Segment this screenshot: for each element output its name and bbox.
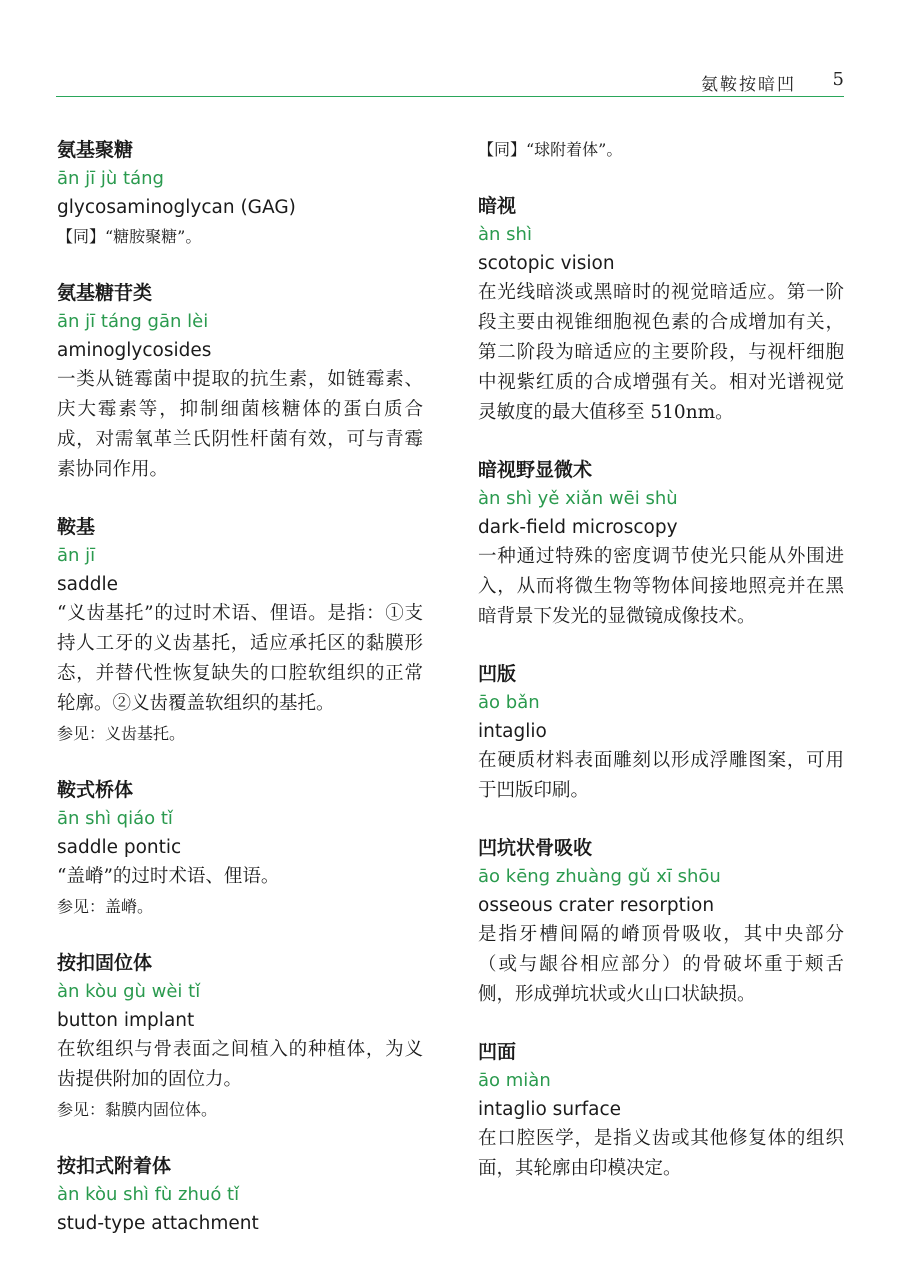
continued-note: 【同】“球附着体”。 (478, 140, 623, 159)
entry-pinyin: àn kòu gù wèi tǐ (57, 981, 201, 1002)
page-header (56, 66, 844, 97)
entry (478, 456, 844, 632)
entry-term: 氨基糖苷类 (57, 282, 153, 304)
entry-note: 【同】“糖胺聚糖”。 (57, 227, 202, 246)
entry (478, 660, 844, 806)
entry-english: dark-field microscopy (478, 517, 678, 538)
entry-definition: “义齿基托”的过时术语、俚语。是指：①支持人工牙的义齿基托，适应承托区的黏膜形态，并替代性恢复缺失的口腔软组织的正常轮廓。②义齿覆盖软组织的基托。 (57, 603, 423, 714)
entry-definition: “盖嵴”的过时术语、俚语。 (57, 866, 280, 887)
entry (478, 834, 844, 1010)
entry-pinyin: ān shì qiáo tǐ (57, 808, 173, 829)
entry-pinyin: àn kòu shì fù zhuó tǐ (57, 1184, 240, 1205)
entry-english: saddle pontic (57, 837, 182, 858)
entry-note: 参见：盖嵴。 (57, 897, 154, 916)
entry-term: 暗视野显微术 (478, 459, 593, 481)
entry-pinyin: ān jī (57, 545, 96, 566)
entry-note: 参见：黏膜内固位体。 (57, 1100, 218, 1119)
entry-english: saddle (57, 574, 118, 595)
entry-term: 凹面 (478, 1041, 517, 1063)
entry-term: 按扣固位体 (57, 952, 153, 974)
entry (57, 949, 423, 1124)
entry-english: scotopic vision (478, 253, 615, 274)
header-keywords: 氨鞍按暗凹 (701, 75, 796, 95)
right-column (478, 136, 844, 1212)
entry-english: intaglio (478, 721, 547, 742)
entry-definition: 一类从链霉菌中提取的抗生素，如链霉素、庆大霉素等，抑制细菌核糖体的蛋白质合成，对需氧革兰氏阴性杆菌有效，可与青霉素协同作用。 (57, 369, 423, 480)
entry-term: 鞍基 (57, 516, 96, 538)
entry-pinyin: àn shì yě xiǎn wēi shù (478, 488, 678, 509)
entry-pinyin: āo kēng zhuàng gǔ xī shōu (478, 866, 721, 887)
entry-english: stud-type attachment (57, 1213, 259, 1234)
entry-english: aminoglycosides (57, 340, 212, 361)
entry (57, 776, 423, 921)
entry-term: 凹版 (478, 663, 517, 685)
entry-definition: 在软组织与骨表面之间植入的种植体，为义齿提供附加的固位力。 (57, 1039, 423, 1090)
page-number: 5 (832, 69, 844, 90)
entry-english: intaglio surface (478, 1099, 622, 1120)
entry-term: 氨基聚糖 (57, 139, 134, 161)
entry-pinyin: āo miàn (478, 1070, 551, 1091)
entry-term: 鞍式桥体 (57, 779, 134, 801)
entry (478, 192, 844, 428)
entry-definition: 在硬质材料表面雕刻以形成浮雕图案，可用于凹版印刷。 (478, 750, 844, 801)
entry-pinyin: āo bǎn (478, 692, 540, 713)
entry-pinyin: ān jī jù táng (57, 168, 164, 189)
entry-definition: 一种通过特殊的密度调节使光只能从外围进入，从而将微生物等物体间接地照亮并在黑暗背景下发光的显微镜成像技术。 (478, 546, 844, 627)
left-column (57, 136, 423, 1266)
entry-english: osseous crater resorption (478, 895, 715, 916)
entry-term: 按扣式附着体 (57, 1155, 172, 1177)
entry (57, 136, 423, 251)
entry (57, 513, 423, 748)
entry-english: button implant (57, 1010, 195, 1031)
entry-pinyin: àn shì (478, 224, 532, 245)
entry (57, 1152, 423, 1238)
entry (478, 1038, 844, 1184)
entry-note: 参见：义齿基托。 (57, 724, 186, 743)
entry-english: glycosaminoglycan (GAG) (57, 197, 296, 218)
entry-definition: 在口腔医学，是指义齿或其他修复体的组织面，其轮廓由印模决定。 (478, 1128, 844, 1179)
entry-definition: 在光线暗淡或黑暗时的视觉暗适应。第一阶段主要由视锥细胞视色素的合成增加有关，第二阶段为暗适应的主要阶段，与视杆细胞中视紫红质的合成增强有关。相对光谱视觉灵敏度的最大值移至 510nm。 (478, 282, 844, 423)
entry-term: 暗视 (478, 195, 517, 217)
entry-pinyin: ān jī táng gān lèi (57, 311, 209, 332)
entry (57, 279, 423, 485)
entry-term: 凹坑状骨吸收 (478, 837, 593, 859)
entry-definition: 是指牙槽间隔的嵴顶骨吸收，其中央部分（或与龈谷相应部分）的骨破坏重于颊舌侧，形成弹坑状或火山口状缺损。 (478, 924, 844, 1005)
